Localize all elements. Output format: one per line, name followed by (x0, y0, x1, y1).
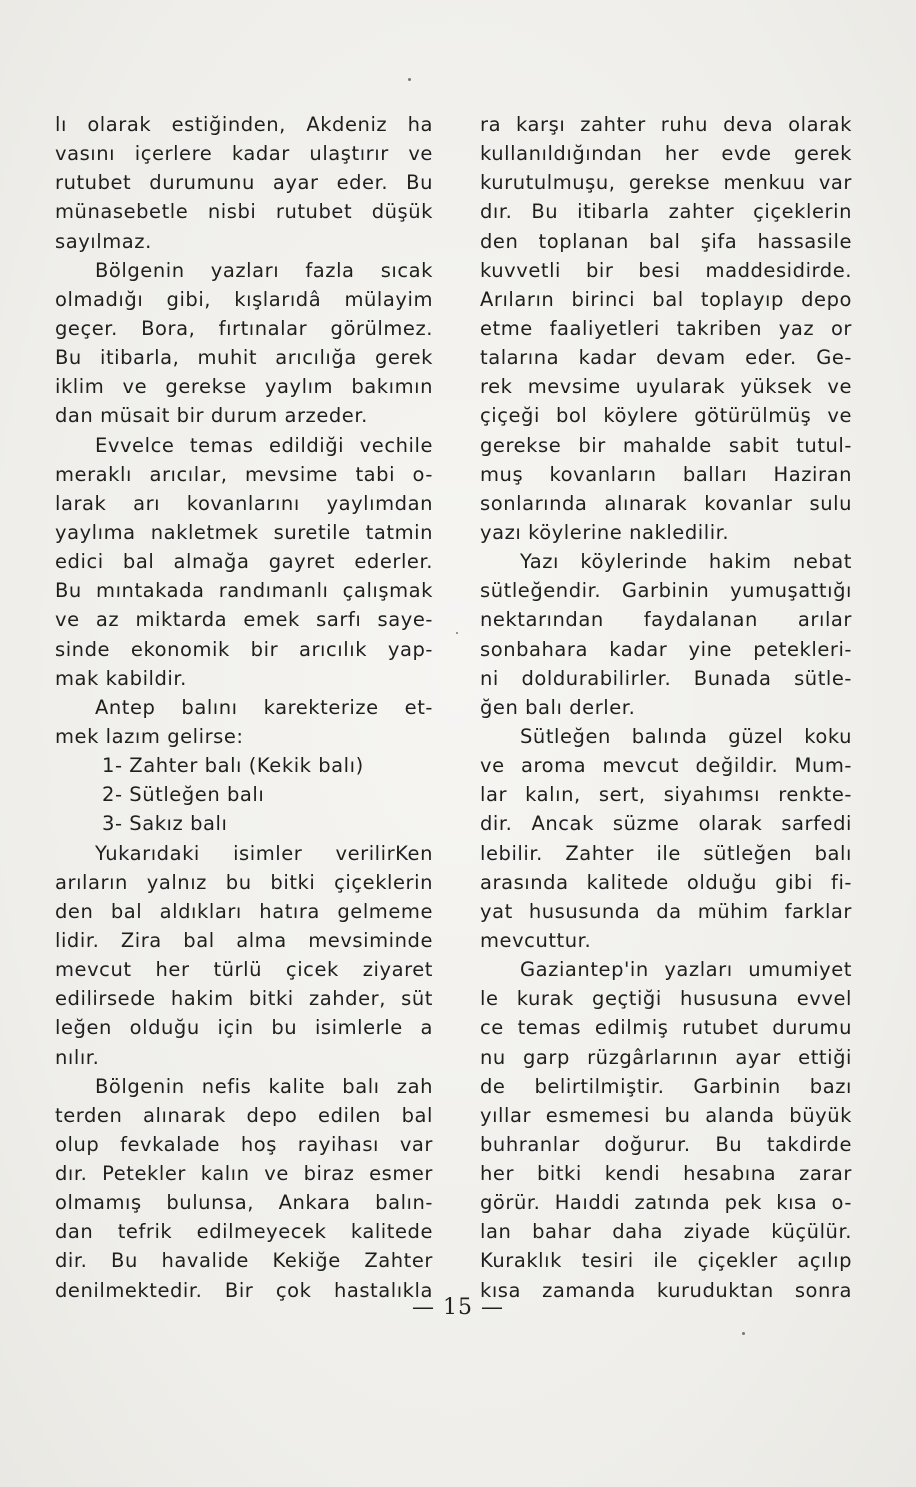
text-line: olup fevkalade hoş rayihası var (55, 1132, 433, 1156)
text-line: edici bal almağa gayret ederler. (55, 550, 433, 574)
text-line: denilmektedir. Bir çok hastalıkla (55, 1278, 433, 1302)
text-line: dır. Bu itibarla zahter çiçeklerin (480, 200, 852, 224)
text-line: rutubet durumunu ayar eder. Bu (55, 171, 433, 195)
text-line: lar kalın, sert, siyahımsı renkte- (480, 783, 852, 807)
text-line: yat hususunda da mühim farklar (480, 899, 852, 923)
text-line: gerekse bir mahalde sabit tutul- (480, 433, 852, 457)
text-line: dan tefrik edilmeyecek kalitede (55, 1220, 433, 1244)
text-line: kısa zamanda kuruduktan sonra (480, 1278, 852, 1302)
text-line: dır. Petekler kalın ve biraz esmer (55, 1162, 433, 1186)
text-line: arasında kalitede olduğu gibi fi- (480, 870, 852, 894)
text-line: Bölgenin nefis kalite balı zah (95, 1074, 433, 1098)
text-line: lebilir. Zahter ile sütleğen balı (480, 841, 852, 865)
text-line: her bitki kendi hesabına zarar (480, 1162, 852, 1186)
text-line: ce temas edilmiş rutubet durumu (480, 1016, 852, 1040)
text-line: Bu itibarla, muhit arıcılığa gerek (55, 346, 433, 370)
page-number: — 15 — (412, 1295, 504, 1320)
text-line: talarına kadar devam eder. Ge- (480, 346, 852, 370)
text-line: sonbahara kadar yine petekleri- (480, 637, 852, 661)
text-line: de belirtilmiştir. Garbinin bazı (480, 1074, 852, 1098)
text-line: 3- Sakız balı (102, 812, 228, 836)
text-line: Yazı köylerinde hakim nebat (520, 550, 852, 574)
text-line: ğen balı derler. (480, 695, 636, 719)
text-line: meraklı arıcılar, mevsime tabi o- (55, 462, 433, 486)
text-line: ve az miktarda emek sarfı saye- (55, 608, 433, 632)
right-text-column (480, 110, 852, 1305)
text-line: çiçeği bol köylere götürülmüş ve (480, 404, 852, 428)
text-line: sütleğendir. Garbinin yumuşattığı (480, 579, 852, 603)
text-line: olmadığı gibi, kışlarıdâ mülayim (55, 287, 433, 311)
text-line: 2- Sütleğen balı (102, 783, 265, 807)
left-text-column (55, 110, 433, 1305)
text-line: lan bahar daha ziyade küçülür. (480, 1220, 852, 1244)
text-line: muş kovanların balları Haziran (480, 462, 852, 486)
text-line: dir. Bu havalide Kekiğe Zahter (55, 1249, 433, 1273)
text-line: mak kabildir. (55, 666, 187, 690)
text-line: dan müsait bir durum arzeder. (55, 404, 368, 428)
text-line: buhranlar doğurur. Bu takdirde (480, 1132, 852, 1156)
text-line: terden alınarak depo edilen bal (55, 1103, 433, 1127)
text-line: yazı köylerine nakledilir. (480, 520, 730, 544)
text-line: Bu mıntakada randımanlı çalışmak (55, 579, 433, 603)
text-line: den bal aldıkları hatıra gelmeme (55, 899, 433, 923)
text-line: sinde ekonomik bir arıcılık yap- (55, 637, 433, 661)
text-line: larak arı kovanlarını yaylımdan (55, 491, 433, 515)
text-line: arıların yalnız bu bitki çiçeklerin (55, 870, 433, 894)
text-line: geçer. Bora, fırtınalar görülmez. (55, 316, 433, 340)
text-line: münasebetle nisbi rutubet düşük (55, 200, 433, 224)
text-line: Kuraklık tesiri ile çiçekler açılıp (480, 1249, 852, 1273)
text-line: sonlarında alınarak kovanlar sulu (480, 491, 852, 515)
text-line: leğen olduğu için bu isimlerle a (55, 1016, 433, 1040)
text-line: edilirsede hakim bitki zahder, süt (55, 987, 433, 1011)
text-line: mevcuttur. (480, 928, 592, 952)
text-line: nu garp rüzgârlarının ayar ettiği (480, 1045, 852, 1069)
text-line: yıllar esmemesi bu alanda büyük (480, 1103, 852, 1127)
text-line: Bölgenin yazları fazla sıcak (95, 258, 433, 282)
text-line: ni doldurabilirler. Bunada sütle- (480, 666, 852, 690)
text-line: kuvvetli bir besi maddesidirde. (480, 258, 852, 282)
text-line: rek mevsime uyularak yüksek ve (480, 375, 852, 399)
text-line: ra karşı zahter ruhu deva olarak (480, 113, 852, 136)
print-speck (456, 632, 458, 634)
text-line: yaylıma nakletmek suretile tatmin (55, 520, 433, 544)
text-line: sayılmaz. (55, 229, 152, 253)
print-speck (742, 1332, 745, 1335)
text-line: Gaziantep'in yazları umumiyet (520, 958, 852, 982)
text-line: le kurak geçtiği hususuna evvel (480, 987, 852, 1011)
print-speck (408, 78, 411, 81)
text-line: Sütleğen balında güzel koku (520, 724, 852, 748)
text-line: kurutulmuşu, gerekse menkuu var (480, 171, 852, 195)
text-line: Yukarıdaki isimler verilirKen (95, 841, 433, 865)
text-line: iklim ve gerekse yaylım bakımın (55, 375, 433, 399)
text-line: lı olarak estiğinden, Akdeniz ha (55, 113, 433, 136)
text-line: den toplanan bal şifa hassasile (480, 229, 852, 253)
text-line: mevcut her türlü çicek ziyaret (55, 958, 433, 982)
text-line: vasını içerlere kadar ulaştırır ve (55, 142, 433, 166)
text-line: olmamış bulunsa, Ankara balın- (55, 1191, 433, 1215)
text-line: nektarından faydalanan arılar (480, 608, 852, 632)
text-line: görür. Haıddi zatında pek kısa o- (480, 1191, 852, 1215)
text-line: ve aroma mevcut değildir. Mum- (480, 754, 852, 778)
text-line: 1- Zahter balı (Kekik balı) (102, 754, 364, 778)
text-line: etme faaliyetleri takriben yaz or (480, 316, 852, 340)
text-line: Evvelce temas edildiği vechile (95, 433, 433, 457)
text-line: mek lazım gelirse: (55, 724, 244, 748)
text-line: dir. Ancak süzme olarak sarfedi (480, 812, 852, 836)
text-line: Antep balını karekterize et- (95, 695, 433, 719)
text-line: lidir. Zira bal alma mevsiminde (55, 928, 433, 952)
text-line: Arıların birinci bal toplayıp depo (480, 287, 852, 311)
text-line: kullanıldığından her evde gerek (480, 142, 852, 166)
text-line: nılır. (55, 1045, 100, 1069)
